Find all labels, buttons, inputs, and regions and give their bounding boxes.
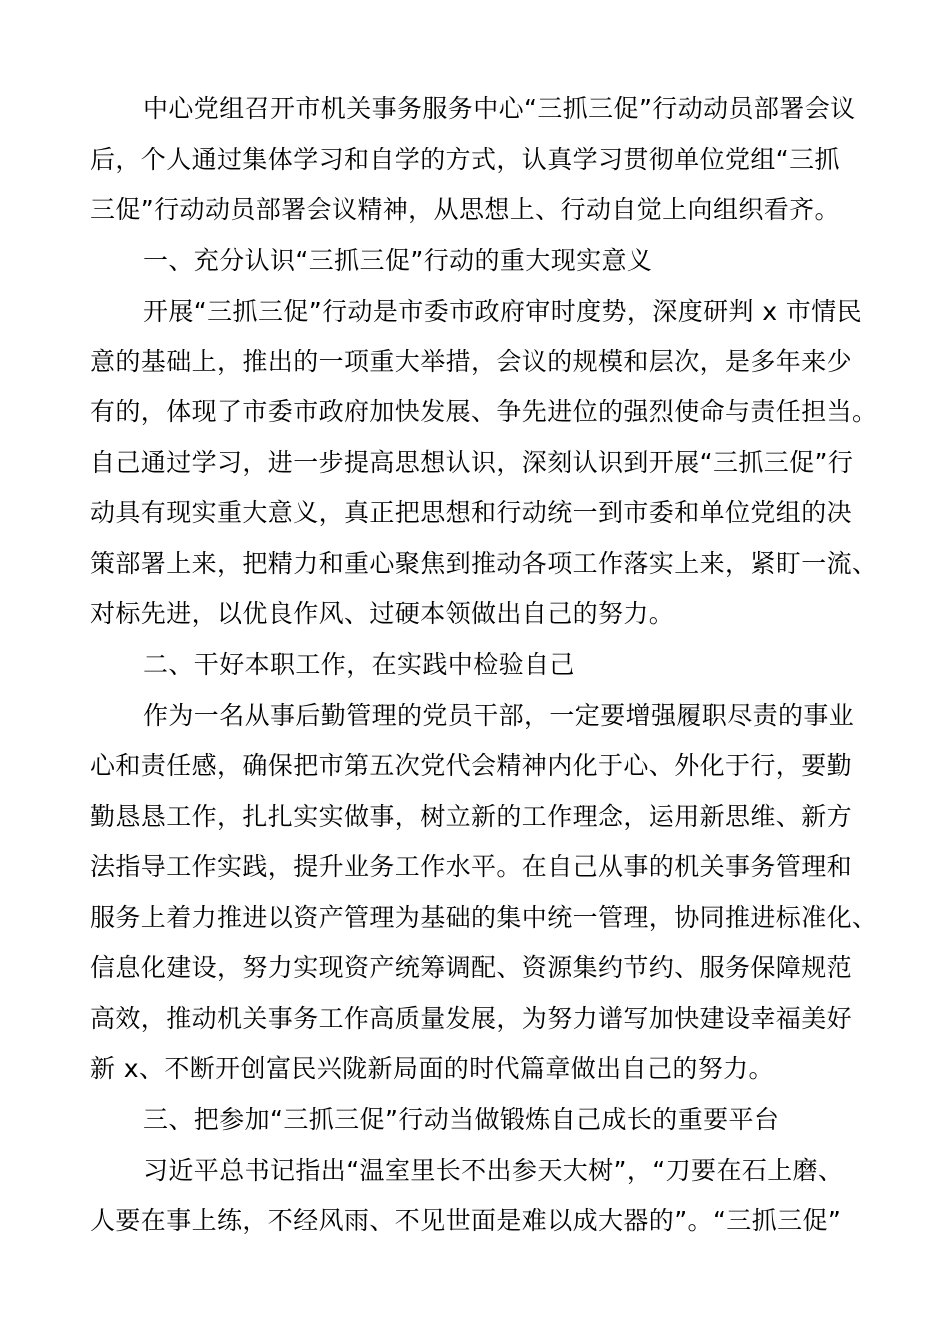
paragraph-2-line-8: 新 x、不断开创富民兴陇新局面的时代篇章做出自己的努力。 (90, 1054, 774, 1083)
section-heading-3: 三、把参加“三抓三促”行动当做锻炼自己成长的重要平台 (143, 1105, 780, 1134)
section-heading-1: 一、充分认识“三抓三促”行动的重大现实意义 (143, 246, 653, 275)
paragraph-intro-line-1: 中心党组召开市机关事务服务中心“三抓三促”行动动员部署会议 (143, 94, 856, 123)
paragraph-2-line-5: 服务上着力推进以资产管理为基础的集中统一管理，协同推进标准化、 (90, 903, 878, 932)
paragraph-intro-line-3: 三促”行动动员部署会议精神，从思想上、行动自觉上向组织看齐。 (90, 195, 840, 224)
paragraph-1-line-3: 有的，体现了市委市政府加快发展、争先进位的强烈使命与责任担当。 (90, 397, 878, 426)
paragraph-1-line-7: 对标先进，以优良作风、过硬本领做出自己的努力。 (90, 599, 675, 628)
paragraph-3-line-1: 习近平总书记指出“温室里长不出参天大树”，“刀要在石上磨、 (143, 1156, 844, 1185)
paragraph-1-line-4: 自己通过学习，进一步提高思想认识，深刻认识到开展“三抓三促”行 (90, 448, 854, 477)
paragraph-1-line-2: 意的基础上，推出的一项重大举措，会议的规模和层次，是多年来少 (90, 347, 853, 376)
paragraph-1-line-1: 开展“三抓三促”行动是市委市政府审时度势，深度研判 x 市情民 (143, 297, 862, 326)
paragraph-2-line-4: 法指导工作实践，提升业务工作水平。在自己从事的机关事务管理和 (90, 852, 853, 881)
paragraph-2-line-7: 高效，推动机关事务工作高质量发展，为努力谱写加快建设幸福美好 (90, 1004, 853, 1033)
paragraph-2-line-6: 信息化建设，努力实现资产统筹调配、资源集约节约、服务保障规范 (90, 953, 853, 982)
paragraph-2-line-1: 作为一名从事后勤管理的党员干部，一定要增强履职尽责的事业 (143, 701, 855, 730)
paragraph-1-line-6: 策部署上来，把精力和重心聚焦到推动各项工作落实上来，紧盯一流、 (90, 549, 878, 578)
paragraph-2-line-3: 勤恳恳工作，扎扎实实做事，树立新的工作理念，运用新思维、新方 (90, 802, 853, 831)
paragraph-1-line-5: 动具有现实重大意义，真正把思想和行动统一到市委和单位党组的决 (90, 498, 853, 527)
paragraph-intro-line-2: 后，个人通过集体学习和自学的方式，认真学习贯彻单位党组“三抓 (90, 145, 840, 174)
paragraph-2-line-2: 心和责任感，确保把市第五次党代会精神内化于心、外化于行，要勤 (90, 751, 853, 780)
section-heading-2: 二、干好本职工作，在实践中检验自己 (143, 650, 575, 679)
paragraph-3-line-2: 人要在事上练，不经风雨、不见世面是难以成大器的”。“三抓三促” (90, 1206, 842, 1235)
